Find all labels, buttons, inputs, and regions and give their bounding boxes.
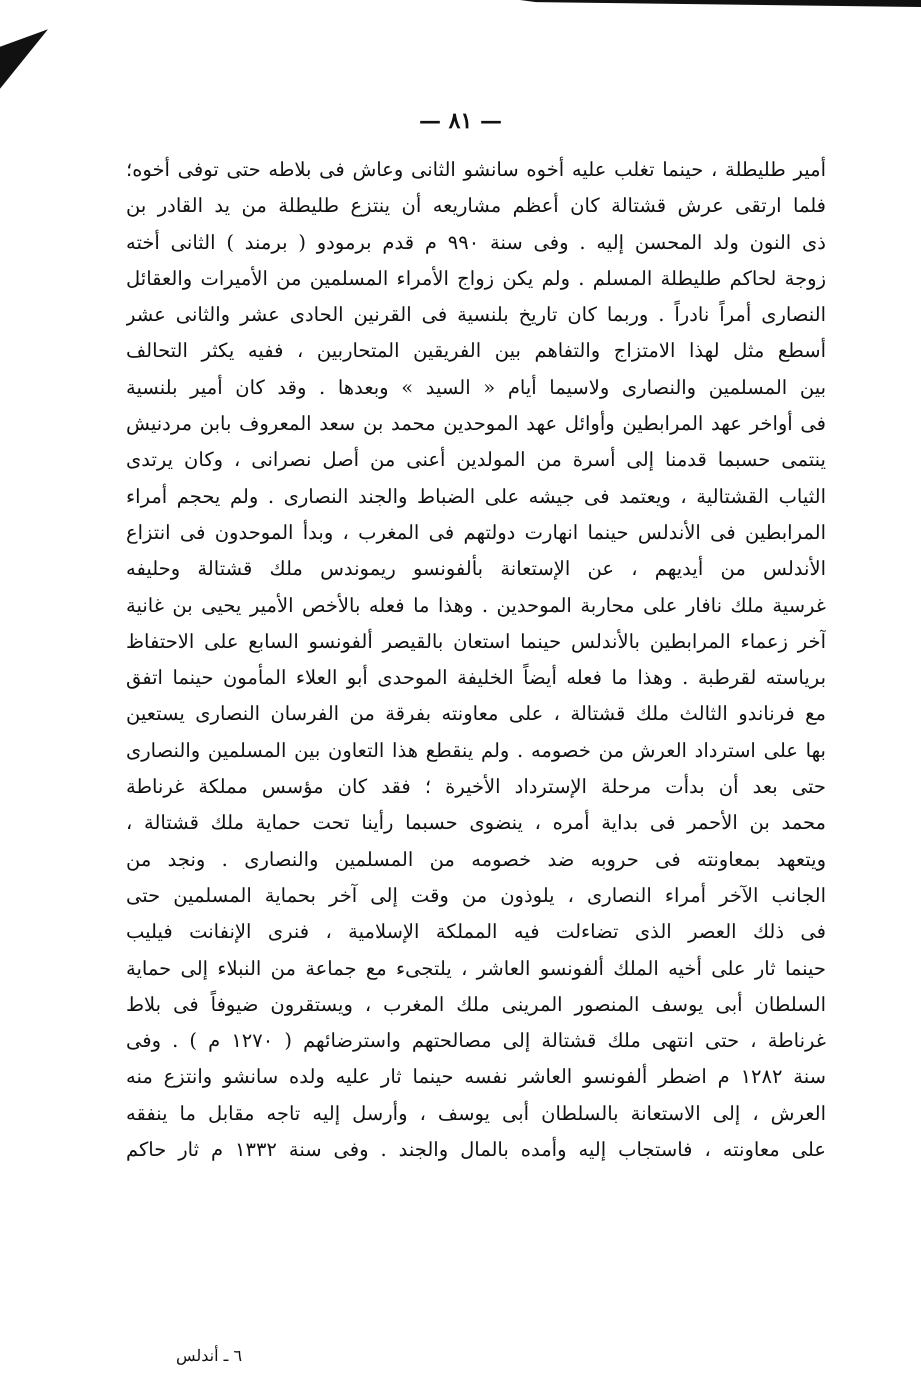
- text-line: مع فرناندو الثالث ملك قشتالة ، على معاونته بفرقة من الفرسان النصارى يستعين: [126, 702, 826, 726]
- text-line: غرسية ملك نافار على محاربة الموحدين . وهذا ما فعله بالأخص الأمير يحيى بن غانية: [126, 593, 826, 617]
- footer-signature: ٦ ـ أندلس: [176, 1346, 243, 1365]
- text-line: المرابطين فى الأندلس حينما انهارت دولتهم فى المغرب ، وبدأ الموحدون فى انتزاع: [126, 520, 826, 544]
- text-line: بها على استرداد العرش من خصومه . ولم ينقطع هذا التعاون بين المسلمين والنصارى: [126, 738, 826, 762]
- text-line: النصارى أمراً نادراً . وربما كان تاريخ بلنسية فى القرنين الحادى عشر والثانى عشر: [126, 303, 826, 327]
- text-line: أسطع مثل لهذا الامتزاج والتفاهم بين الفريقين المتحاربين ، ففيه يكثر التحالف: [126, 339, 826, 363]
- body-text: [126, 152, 826, 1168]
- text-line: زوجة لحاكم طليطلة المسلم . ولم يكن زواج الأمراء المسلمين من الأميرات والعقائل: [126, 266, 826, 290]
- text-line: برياسته لقرطبة . وهذا ما فعله أيضاً الخليفة الموحدى أبو العلاء المأمون حينما اتفق: [126, 666, 826, 690]
- text-line: فلما ارتقى عرش قشتالة كان أعظم مشاريعه أن ينتزع طليطلة من يد القادر بن: [126, 194, 826, 218]
- text-line: الثياب القشتالية ، ويعتمد فى جيشه على الضباط والجند النصارى . ولم يحجم أمراء: [126, 484, 826, 508]
- top-rule: [520, 0, 921, 7]
- corner-mark: [0, 29, 48, 88]
- text-line: الجانب الآخر أمراء النصارى ، يلوذون من وقت إلى آخر بحماية المسلمين حتى: [126, 883, 826, 907]
- text-line: حينما ثار على أخيه الملك ألفونسو العاشر ، يلتجىء مع جماعة من النبلاء إلى حماية: [126, 956, 826, 980]
- text-line: غرناطة ، حتى انتهى ملك قشتالة إلى مصالحتهم واسترضائهم ( ١٢٧٠ م ) . وفى: [126, 1029, 826, 1053]
- text-line: السلطان أبى يوسف المنصور المرينى ملك المغرب ، ويستقرون ضيوفاً فى بلاط: [126, 992, 826, 1016]
- text-line: بين المسلمين والنصارى ولاسيما أيام « السيد » وبعدها . وقد كان أمير بلنسية: [126, 375, 826, 399]
- text-line: محمد بن الأحمر فى بداية أمره ، ينضوى حسبما رأينا تحت حماية ملك قشتالة ،: [126, 811, 826, 835]
- text-line: العرش ، إلى الاستعانة بالسلطان أبى يوسف ، وأرسل إليه تاجه مقابل ما ينفقه: [126, 1101, 826, 1125]
- text-line: سنة ١٢٨٢ م اضطر ألفونسو العاشر نفسه حينما ثار عليه ولده سانشو وانتزع منه: [126, 1065, 826, 1089]
- text-line: ينتمى حسبما قدمنا إلى أسرة من المولدين أعنى من أصل نصرانى ، وكان يرتدى: [126, 448, 826, 472]
- text-line: الأندلس من أيديهم ، عن الإستعانة بألفونسو ريموندس ملك قشتالة وحليفه: [126, 557, 826, 581]
- page-number: — ٨١ —: [419, 108, 502, 134]
- text-line: على معاونته ، فاستجاب إليه وأمده بالمال والجند . وفى سنة ١٣٣٢ م ثار حاكم: [126, 1138, 826, 1162]
- text-line: حتى بعد أن بدأت مرحلة الإسترداد الأخيرة ؛ فقد كان مؤسس مملكة غرناطة: [126, 775, 826, 799]
- text-line: آخر زعماء المرابطين بالأندلس حينما استعان بالقيصر ألفونسو السابع على الاحتفاظ: [126, 629, 826, 653]
- text-line: فى أواخر عهد المرابطين وأوائل عهد الموحدين محمد بن سعد المعروف بابن مردنيش: [126, 412, 826, 436]
- text-line: أمير طليطلة ، حينما تغلب عليه أخوه سانشو الثانى وعاش فى بلاطه حتى توفى أخوه؛: [126, 158, 826, 181]
- text-line: ذى النون ولد المحسن إليه . وفى سنة ٩٩٠ م قدم برمودو ( برمند ) الثانى أخته: [126, 230, 826, 254]
- text-line: ويتعهد بمعاونته فى حروبه ضد خصومه من المسلمين والنصارى . ونجد من: [126, 847, 826, 871]
- text-line: فى ذلك العصر الذى تضاءلت فيه المملكة الإسلامية ، فنرى الإنفانت فيليب: [126, 920, 826, 944]
